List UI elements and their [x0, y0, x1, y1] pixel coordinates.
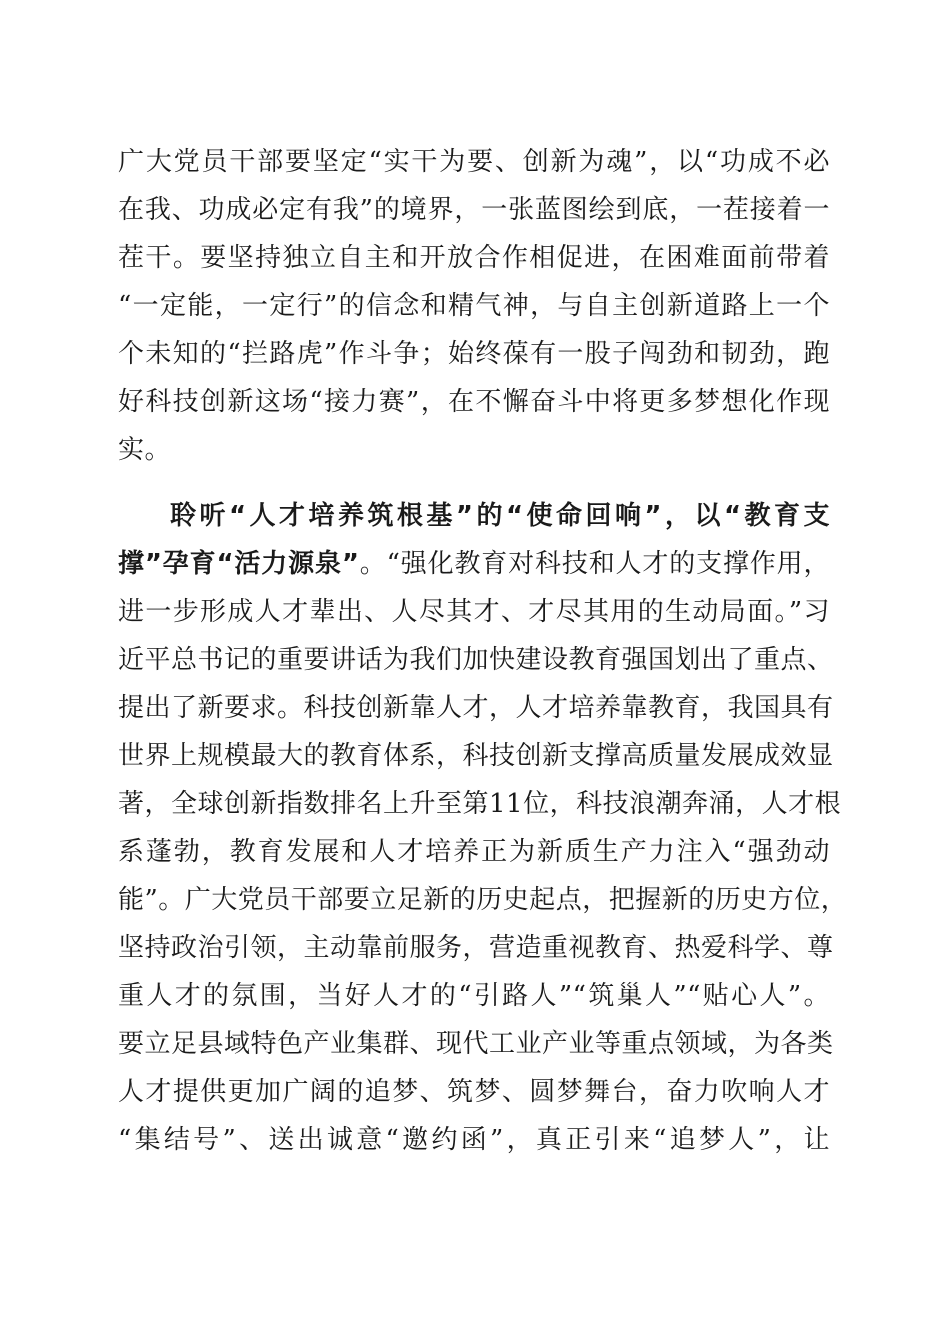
paragraph-2-line-10: 重人才的氛围，当好人才的“引路人”“筑巢人”“贴心人”。 [118, 981, 830, 1011]
paragraph-2-heading: 聆听“人才培养筑根基”的“使命回响”，以“教育支 [170, 501, 830, 531]
paragraph-1-line-4: “一定能，一定行”的信念和精气神，与自主创新道路上一个 [118, 291, 830, 321]
paragraph-1-line-3: 茬干。要坚持独立自主和开放合作相促进，在困难面前带着 [118, 243, 830, 273]
paragraph-1-line-2: 在我、功成必定有我”的境界，一张蓝图绘到底，一茬接着一 [118, 195, 830, 225]
paragraph-2-line-13: “集结号”、送出诚意“邀约函”，真正引来“追梦人”，让 [118, 1125, 830, 1155]
paragraph-2-line-6: 著，全球创新指数排名上升至第11位，科技浪潮奔涌，人才根 [118, 789, 842, 819]
paragraph-1-line-1: 广大党员干部要坚定“实干为要、创新为魂”，以“功成不必 [118, 147, 830, 177]
paragraph-2-line-2: 进一步形成人才辈出、人尽其才、才尽其用的生动局面。”习 [118, 597, 830, 627]
paragraph-2-line-3: 近平总书记的重要讲话为我们加快建设教育强国划出了重点、 [118, 645, 834, 675]
paragraph-2-line-11: 要立足县域特色产业集群、现代工业产业等重点领域，为各类 [118, 1029, 834, 1059]
paragraph-2-line-1 [118, 544, 830, 584]
paragraph-2-line-12: 人才提供更加广阔的追梦、筑梦、圆梦舞台，奋力吹响人才 [118, 1077, 830, 1107]
paragraph-1-line-6: 好科技创新这场“接力赛”，在不懈奋斗中将更多梦想化作现 [118, 387, 830, 417]
paragraph-2-line-1-text: 。“强化教育对科技和人才的支撑作用， [359, 549, 831, 579]
paragraph-2-line-8: 能”。广大党员干部要立足新的历史起点，把握新的历史方位， [118, 885, 848, 915]
paragraph-1-line-7: 实。 [118, 435, 172, 465]
paragraph-2-line-5: 世界上规模最大的教育体系，科技创新支撑高质量发展成效显 [118, 741, 834, 771]
paragraph-1-line-5: 个未知的“拦路虎”作斗争；始终葆有一股子闯劲和韧劲，跑 [118, 339, 830, 369]
paragraph-2-line-9: 坚持政治引领，主动靠前服务，营造重视教育、热爱科学、尊 [118, 933, 834, 963]
paragraph-2-heading-end: 撑”孕育“活力源泉” [118, 549, 360, 579]
paragraph-2-line-7: 系蓬勃，教育发展和人才培养正为新质生产力注入“强劲动 [118, 837, 830, 867]
paragraph-2-line-4: 提出了新要求。科技创新靠人才，人才培养靠教育，我国具有 [118, 693, 834, 723]
